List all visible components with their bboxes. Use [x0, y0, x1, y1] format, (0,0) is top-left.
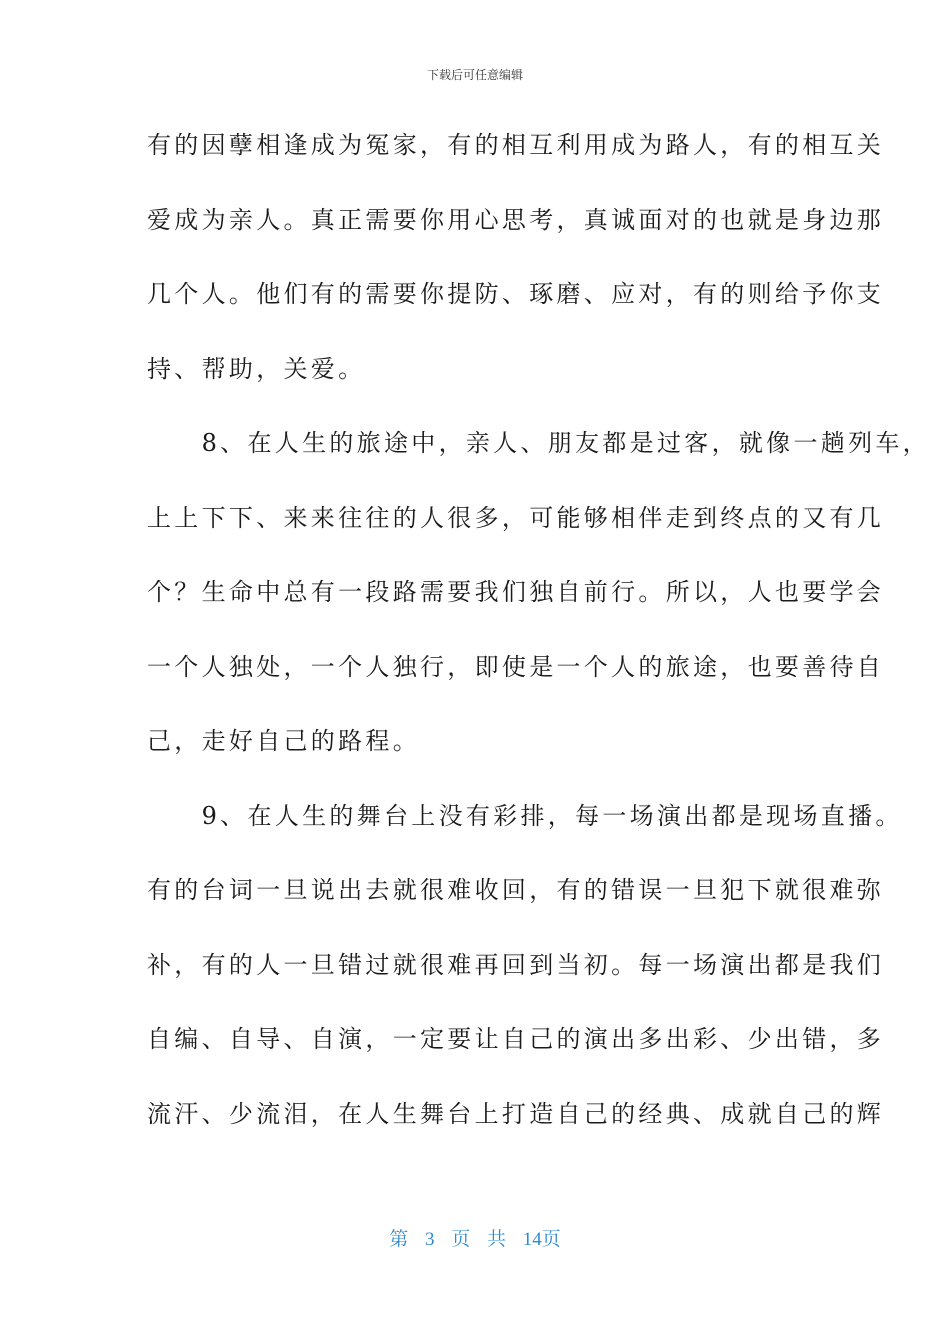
- text-line: 己，走好自己的路程。: [147, 727, 420, 755]
- footer-ye: 页: [451, 1229, 471, 1250]
- text-line: 爱成为亲人。真正需要你用心思考，真诚面对的也就是身边那: [147, 205, 885, 234]
- document-body: [147, 120, 930, 1163]
- footer-di: 第: [389, 1229, 409, 1250]
- text-line: 有的因孽相逢成为冤家，有的相互利用成为路人，有的相互关: [147, 131, 885, 159]
- text-line: 有的台词一旦说出去就很难收回，有的错误一旦犯下就很难弥: [147, 876, 885, 904]
- footer-gong: 共: [487, 1229, 507, 1250]
- text-line: 上上下下、来来往往的人很多，可能够相伴走到终点的又有几: [147, 503, 885, 532]
- text-line: 9、在人生的舞台上没有彩排，每一场演出都是现场直播。: [147, 801, 903, 830]
- page-footer: [0, 1224, 950, 1251]
- text-line: 自编、自导、自演，一定要让自己的演出多出彩、少出错，多: [147, 1025, 885, 1053]
- page-header: 下载后可任意编辑: [426, 68, 523, 82]
- text-line: 流汗、少流泪，在人生舞台上打造自己的经典、成就自己的辉: [147, 1099, 885, 1128]
- text-line: 持、帮助，关爱。: [147, 354, 366, 383]
- text-line: 补，有的人一旦错过就很难再回到当初。每一场演出都是我们: [147, 950, 885, 979]
- text-line: 个？生命中总有一段路需要我们独自前行。所以，人也要学会: [147, 578, 885, 606]
- footer-page-number: 3: [424, 1229, 435, 1250]
- text-line: 一个人独处，一个人独行，即使是一个人的旅途，也要善待自: [147, 652, 885, 681]
- footer-total-pages: 14页: [522, 1229, 561, 1250]
- text-line: 8、在人生的旅途中，亲人、朋友都是过客，就像一趟列车，: [147, 429, 930, 457]
- text-line: 几个人。他们有的需要你提防、琢磨、应对，有的则给予你支: [147, 280, 885, 308]
